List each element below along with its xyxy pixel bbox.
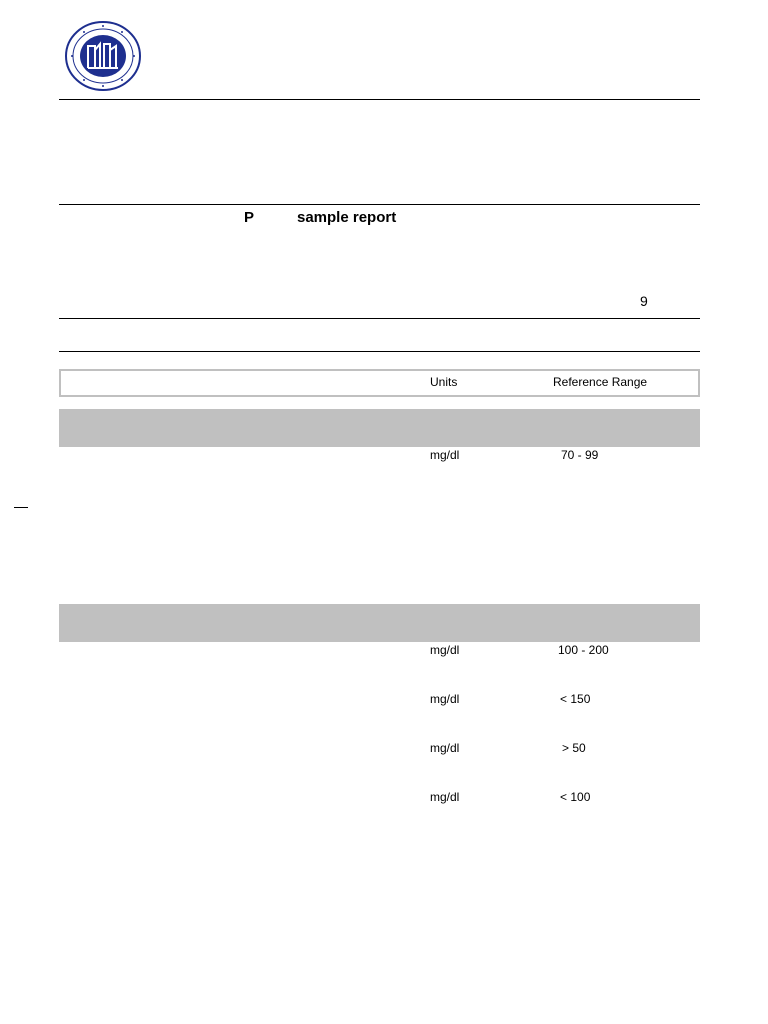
row-reference-range: < 150	[560, 692, 591, 706]
report-title-initial: P	[244, 209, 255, 226]
row-reference-range: < 100	[560, 790, 591, 804]
margin-mark	[14, 507, 28, 508]
row-units: mg/dl	[430, 692, 460, 706]
row-units: mg/dl	[430, 790, 460, 804]
divider-section	[59, 351, 700, 352]
section-band	[59, 409, 700, 447]
column-header-reference-range: Reference Range	[553, 375, 648, 389]
row-units: mg/dl	[430, 448, 460, 462]
report-title: sample report	[297, 209, 397, 226]
divider-patient-bottom	[59, 318, 700, 319]
lab-logo	[64, 20, 142, 92]
page-number: 9	[640, 293, 648, 309]
divider-top	[59, 99, 700, 100]
row-reference-range: 100 - 200	[558, 643, 609, 657]
section-band	[59, 604, 700, 642]
row-units: mg/dl	[430, 643, 460, 657]
divider-patient-top	[59, 204, 700, 205]
row-units: mg/dl	[430, 741, 460, 755]
row-reference-range: 70 - 99	[561, 448, 599, 462]
lab-emblem-icon	[64, 20, 142, 92]
column-header-units: Units	[430, 375, 458, 389]
row-reference-range: > 50	[562, 741, 586, 755]
